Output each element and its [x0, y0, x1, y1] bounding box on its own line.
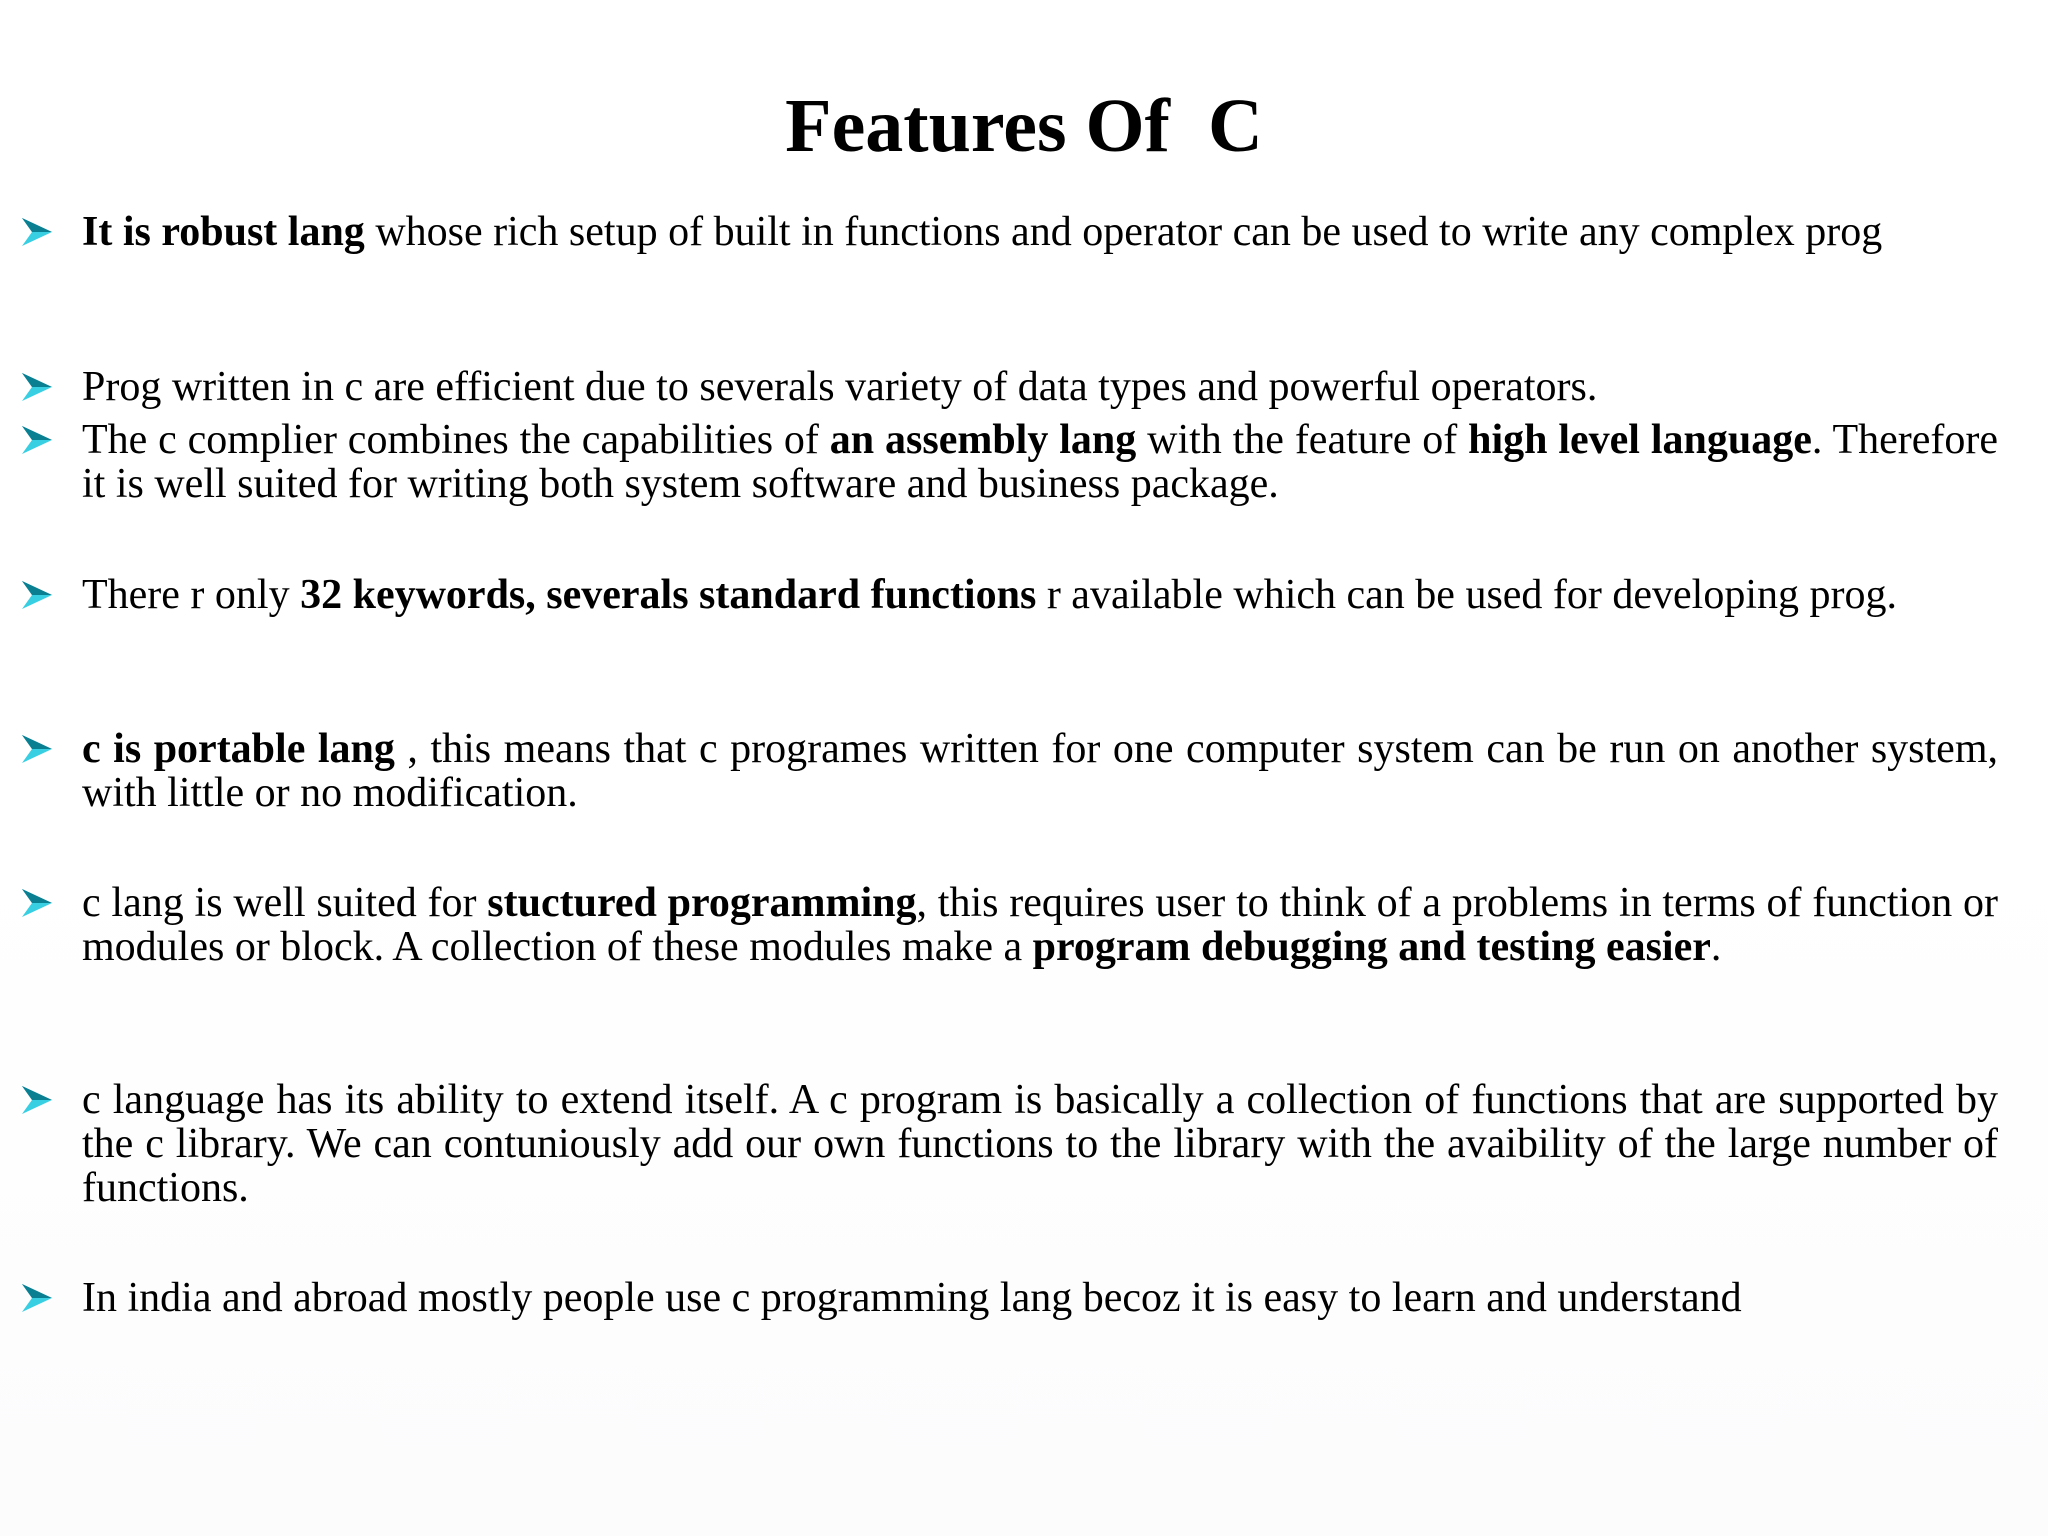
item-text: with the feature of — [1136, 417, 1469, 463]
item-text: . — [1710, 924, 1722, 970]
arrowhead-bullet-icon — [20, 210, 56, 254]
arrowhead-bullet-icon — [20, 1078, 56, 1122]
list-item — [82, 1078, 1998, 1210]
list-item — [82, 1276, 1998, 1320]
item-bold-text: It is robust lang — [82, 209, 365, 255]
item-bold-text: high level language — [1468, 417, 1812, 463]
item-bold-text: an assembly lang — [829, 417, 1137, 463]
item-text: . Therefore it is well suited for writing both system software and business package. — [82, 417, 1999, 507]
list-item — [82, 573, 1998, 617]
item-text: Prog written in c are efficient due to severals variety of data types and powerful operators. — [82, 364, 1598, 410]
item-text: whose rich setup of built in functions and operator can be used to write any complex prog — [364, 209, 1883, 255]
item-text: c lang is well suited for — [82, 880, 488, 926]
item-text: c language has its ability to extend itself. A c program is basically a collection of functions that are supported by the c library. We can contuniously add our own functions to the library with the avaibility of the large number of functions. — [82, 1077, 1998, 1211]
arrowhead-bullet-icon — [20, 365, 56, 409]
slide-title: Features Of C — [785, 84, 1263, 168]
arrowhead-bullet-icon — [20, 881, 56, 925]
arrowhead-bullet-icon — [20, 418, 56, 462]
item-bold-text: stuctured programming — [487, 880, 917, 926]
arrowhead-bullet-icon — [20, 727, 56, 771]
item-text: r available which can be used for developing prog. — [1036, 572, 1898, 618]
list-item — [82, 210, 1998, 254]
list-item — [82, 365, 1998, 409]
item-text: The c complier combines the capabilities of — [82, 417, 830, 463]
item-text: In india and abroad mostly people use c programming lang becoz it is easy to learn and understand — [82, 1275, 1742, 1321]
item-bold-text: 32 keywords, severals standard functions — [300, 572, 1037, 618]
item-bold-text: program debugging and testing easier — [1032, 924, 1711, 970]
list-item — [82, 727, 1998, 815]
list-item — [82, 881, 1998, 969]
item-text: , this requires user to think of a problems in terms of function or modules or block. A collection of these modules make a — [82, 880, 1998, 970]
arrowhead-bullet-icon — [20, 573, 56, 617]
arrowhead-bullet-icon — [20, 1276, 56, 1320]
item-bold-text: c is portable lang — [82, 726, 395, 772]
item-text: There r only — [82, 572, 301, 618]
item-text: , this means that c programes written for one computer system can be run on another system, with little or no modification. — [82, 726, 1998, 816]
list-item — [82, 418, 1998, 506]
